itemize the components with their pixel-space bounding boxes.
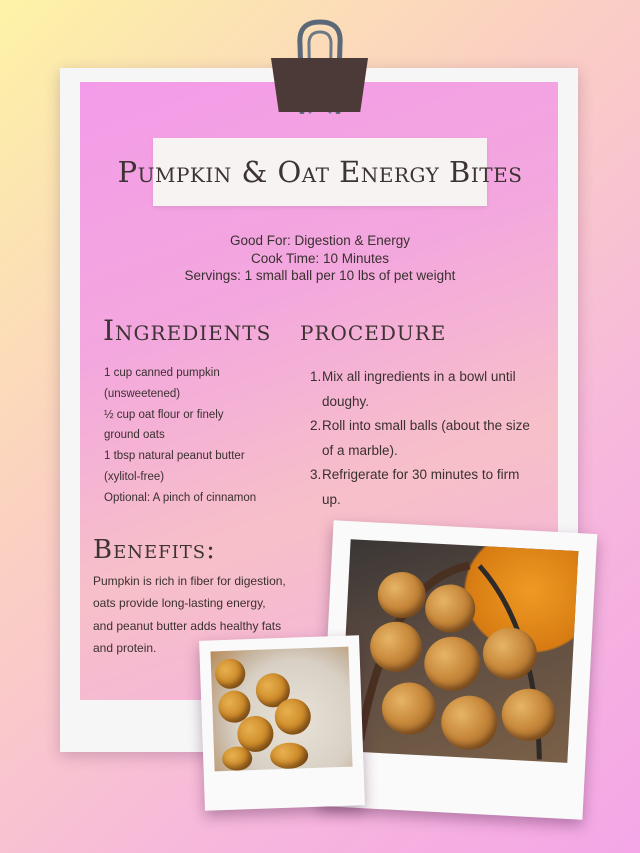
servings-text: Servings: 1 small ball per 10 lbs of pet weight — [184, 268, 456, 283]
step-text: Refrigerate for 30 minutes to firm — [322, 467, 520, 482]
recipe-title: Pumpkin & Oat Energy Bites — [117, 155, 523, 189]
procedure-list — [310, 365, 560, 512]
procedure-heading: procedure — [300, 314, 447, 347]
benefits-heading: Benefits: — [93, 535, 216, 565]
step-number: 2. — [310, 418, 322, 433]
polaroid-photo-small — [199, 635, 365, 810]
step-text: Roll into small balls (about the size — [322, 418, 530, 433]
ingredient-line: 1 tbsp natural peanut butter — [104, 450, 245, 463]
step-number: 1. — [310, 369, 322, 384]
step-number: 3. — [310, 467, 322, 482]
energy-bites-plate-image — [210, 647, 352, 772]
title-box — [117, 138, 523, 206]
ingredient-line: 1 cup canned pumpkin — [104, 367, 220, 379]
step-text: up. — [322, 491, 341, 507]
ingredients-list — [104, 363, 284, 509]
benefits-line: and peanut butter adds healthy fats — [93, 618, 282, 633]
benefits-line: Pumpkin is rich in fiber for digestion, — [93, 574, 286, 588]
ingredient-line: (unsweetened) — [104, 387, 181, 400]
recipe-meta — [150, 232, 490, 285]
step-text: Mix all ingredients in a bowl until — [322, 369, 516, 384]
procedure-step — [310, 365, 560, 390]
binder-clip-plate — [271, 58, 368, 112]
step-text: doughy. — [322, 393, 370, 409]
benefits-line: oats provide long-lasting energy, — [93, 596, 266, 611]
procedure-step — [310, 414, 560, 439]
ingredient-line: (xylitol-free) — [104, 470, 165, 483]
ingredients-heading: Ingredients — [103, 314, 272, 347]
procedure-step — [310, 463, 560, 488]
ingredient-line: ½ cup oat flour or finely — [104, 408, 224, 421]
procedure-step-cont — [310, 390, 560, 415]
ingredient-line: Optional: A pinch of cinnamon — [104, 491, 257, 504]
energy-bites-bowl-image — [340, 539, 579, 763]
procedure-step-cont — [310, 488, 560, 513]
cook-time-text: Cook Time: 10 Minutes — [250, 250, 390, 266]
step-text: of a marble). — [322, 442, 398, 458]
benefits-line: and protein. — [93, 640, 157, 655]
ingredient-line: ground oats — [104, 429, 165, 442]
good-for-text: Good For: Digestion & Energy — [229, 233, 411, 248]
procedure-step-cont — [310, 439, 560, 464]
